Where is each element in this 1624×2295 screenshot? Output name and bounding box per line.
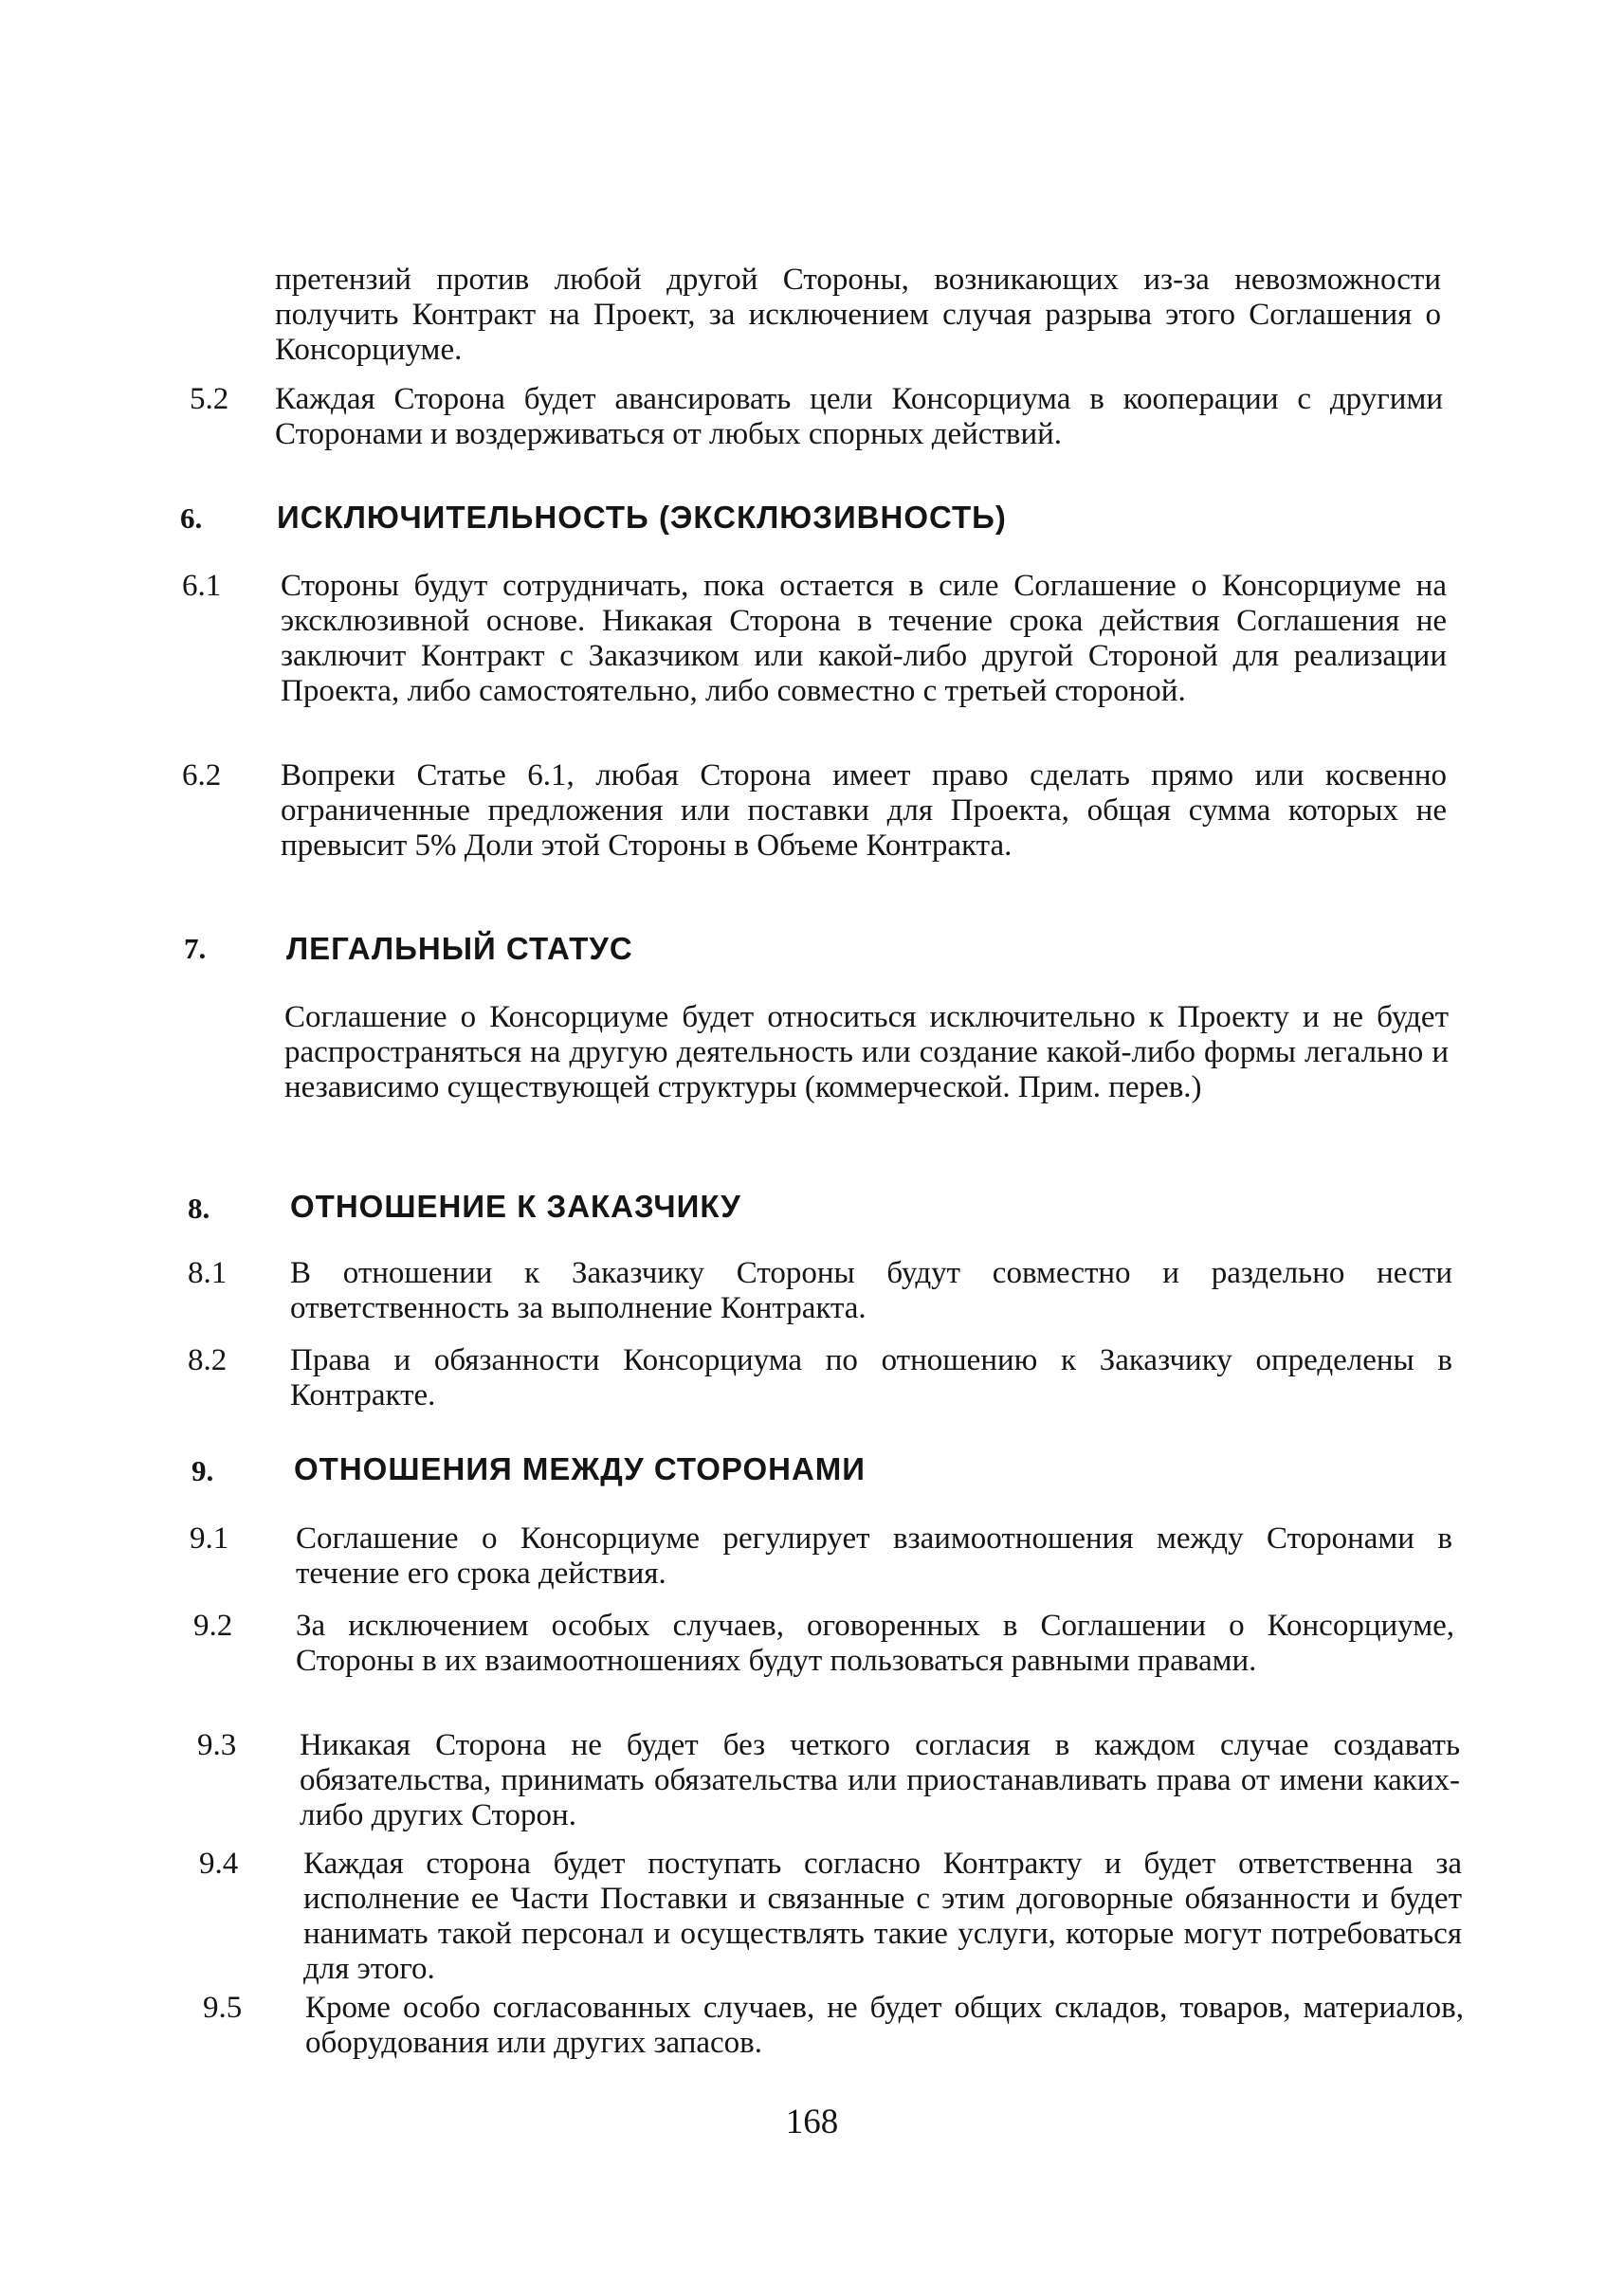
clause-number-9-3: 9.3 [197, 1728, 237, 1762]
clause-text-9-2: За исключением особых случаев, оговоренных в Соглашении о Консорциуме, Стороны в их взаимоотношениях будут пользоваться равными правами. [296, 1609, 1454, 1678]
section-number-7: 7. [184, 932, 207, 965]
clause-number-6-1: 6.1 [182, 569, 222, 603]
clause-number-6-2: 6.2 [182, 758, 222, 792]
clause-number-9-4: 9.4 [199, 1847, 239, 1881]
clause-text-9-5: Кроме особо согласованных случаев, не будет общих складов, товаров, материалов, оборудования или других запасов. [305, 1991, 1464, 2060]
clause-text-9-4: Каждая сторона будет поступать согласно Контракту и будет ответственна за исполнение ее Части Поставки и связанные с этим договорные обязанности и будет нанимать такой персонал и осуществлять такие услуги, которые могут потребоваться для этого. [303, 1847, 1462, 1986]
clause-number-5-2: 5.2 [190, 382, 229, 416]
section-title-9: ОТНОШЕНИЯ МЕЖДУ СТОРОНАМИ [294, 1451, 866, 1486]
clause-number-9-5: 9.5 [203, 1991, 243, 2025]
section-number-6: 6. [180, 501, 203, 535]
section-title-6: ИСКЛЮЧИТЕЛЬНОСТЬ (ЭКСКЛЮЗИВНОСТЬ) [277, 500, 1007, 535]
section-number-8: 8. [188, 1192, 210, 1225]
intro-paragraph: претензий против любой другой Стороны, возникающих из-за невозможности получить Контракт на Проект, за исключением случая разрыва этого Соглашения о Консорциуме. [275, 263, 1441, 367]
clause-text-9-3: Никакая Сторона не будет без четкого согласия в каждом случае создавать обязательства, принимать обязательства или приостанавливать права от имени каких-либо других Сторон. [300, 1728, 1460, 1832]
section-text-7: Соглашение о Консорциуме будет относиться исключительно к Проекту и не будет распространяться на другую деятельность или создание какой-либо формы легально и независимо существующей структуры (коммерческой. Прим. перев.) [284, 1000, 1449, 1104]
clause-text-6-1: Стороны будут сотрудничать, пока остается в силе Соглашение о Консорциуме на эксклюзивной основе. Никакая Сторона в течение срока действия Соглашения не заключит Контракт с Заказчиком или какой-либо другой Стороной для реализации Проекта, либо самостоятельно, либо совместно с третьей стороной. [281, 569, 1447, 708]
clause-number-9-2: 9.2 [193, 1609, 233, 1643]
clause-number-8-1: 8.1 [188, 1256, 228, 1290]
clause-number-8-2: 8.2 [188, 1343, 228, 1377]
clause-text-6-2: Вопреки Статье 6.1, любая Сторона имеет право сделать прямо или косвенно ограниченные предложения или поставки для Проекта, общая сумма которых не превысит 5% Доли этой Стороны в Объеме Контракта. [281, 758, 1447, 863]
clause-number-9-1: 9.1 [190, 1521, 229, 1556]
clause-text-8-1: В отношении к Заказчику Стороны будут совместно и раздельно нести ответственность за выполнение Контракта. [290, 1256, 1452, 1325]
section-number-9: 9. [192, 1454, 214, 1487]
clause-text-5-2: Каждая Сторона будет авансировать цели Консорциума в кооперации с другими Сторонами и воздерживаться от любых спорных действий. [275, 382, 1443, 451]
page-number: 168 [785, 2103, 839, 2141]
clause-text-9-1: Соглашение о Консорциуме регулирует взаимоотношения между Сторонами в течение его срока действия. [296, 1521, 1452, 1591]
clause-text-8-2: Права и обязанности Консорциума по отношению к Заказчику определены в Контракте. [290, 1343, 1452, 1412]
section-title-7: ЛЕГАЛЬНЫЙ СТАТУС [286, 931, 633, 966]
section-title-8: ОТНОШЕНИЕ К ЗАКАЗЧИКУ [290, 1189, 741, 1224]
